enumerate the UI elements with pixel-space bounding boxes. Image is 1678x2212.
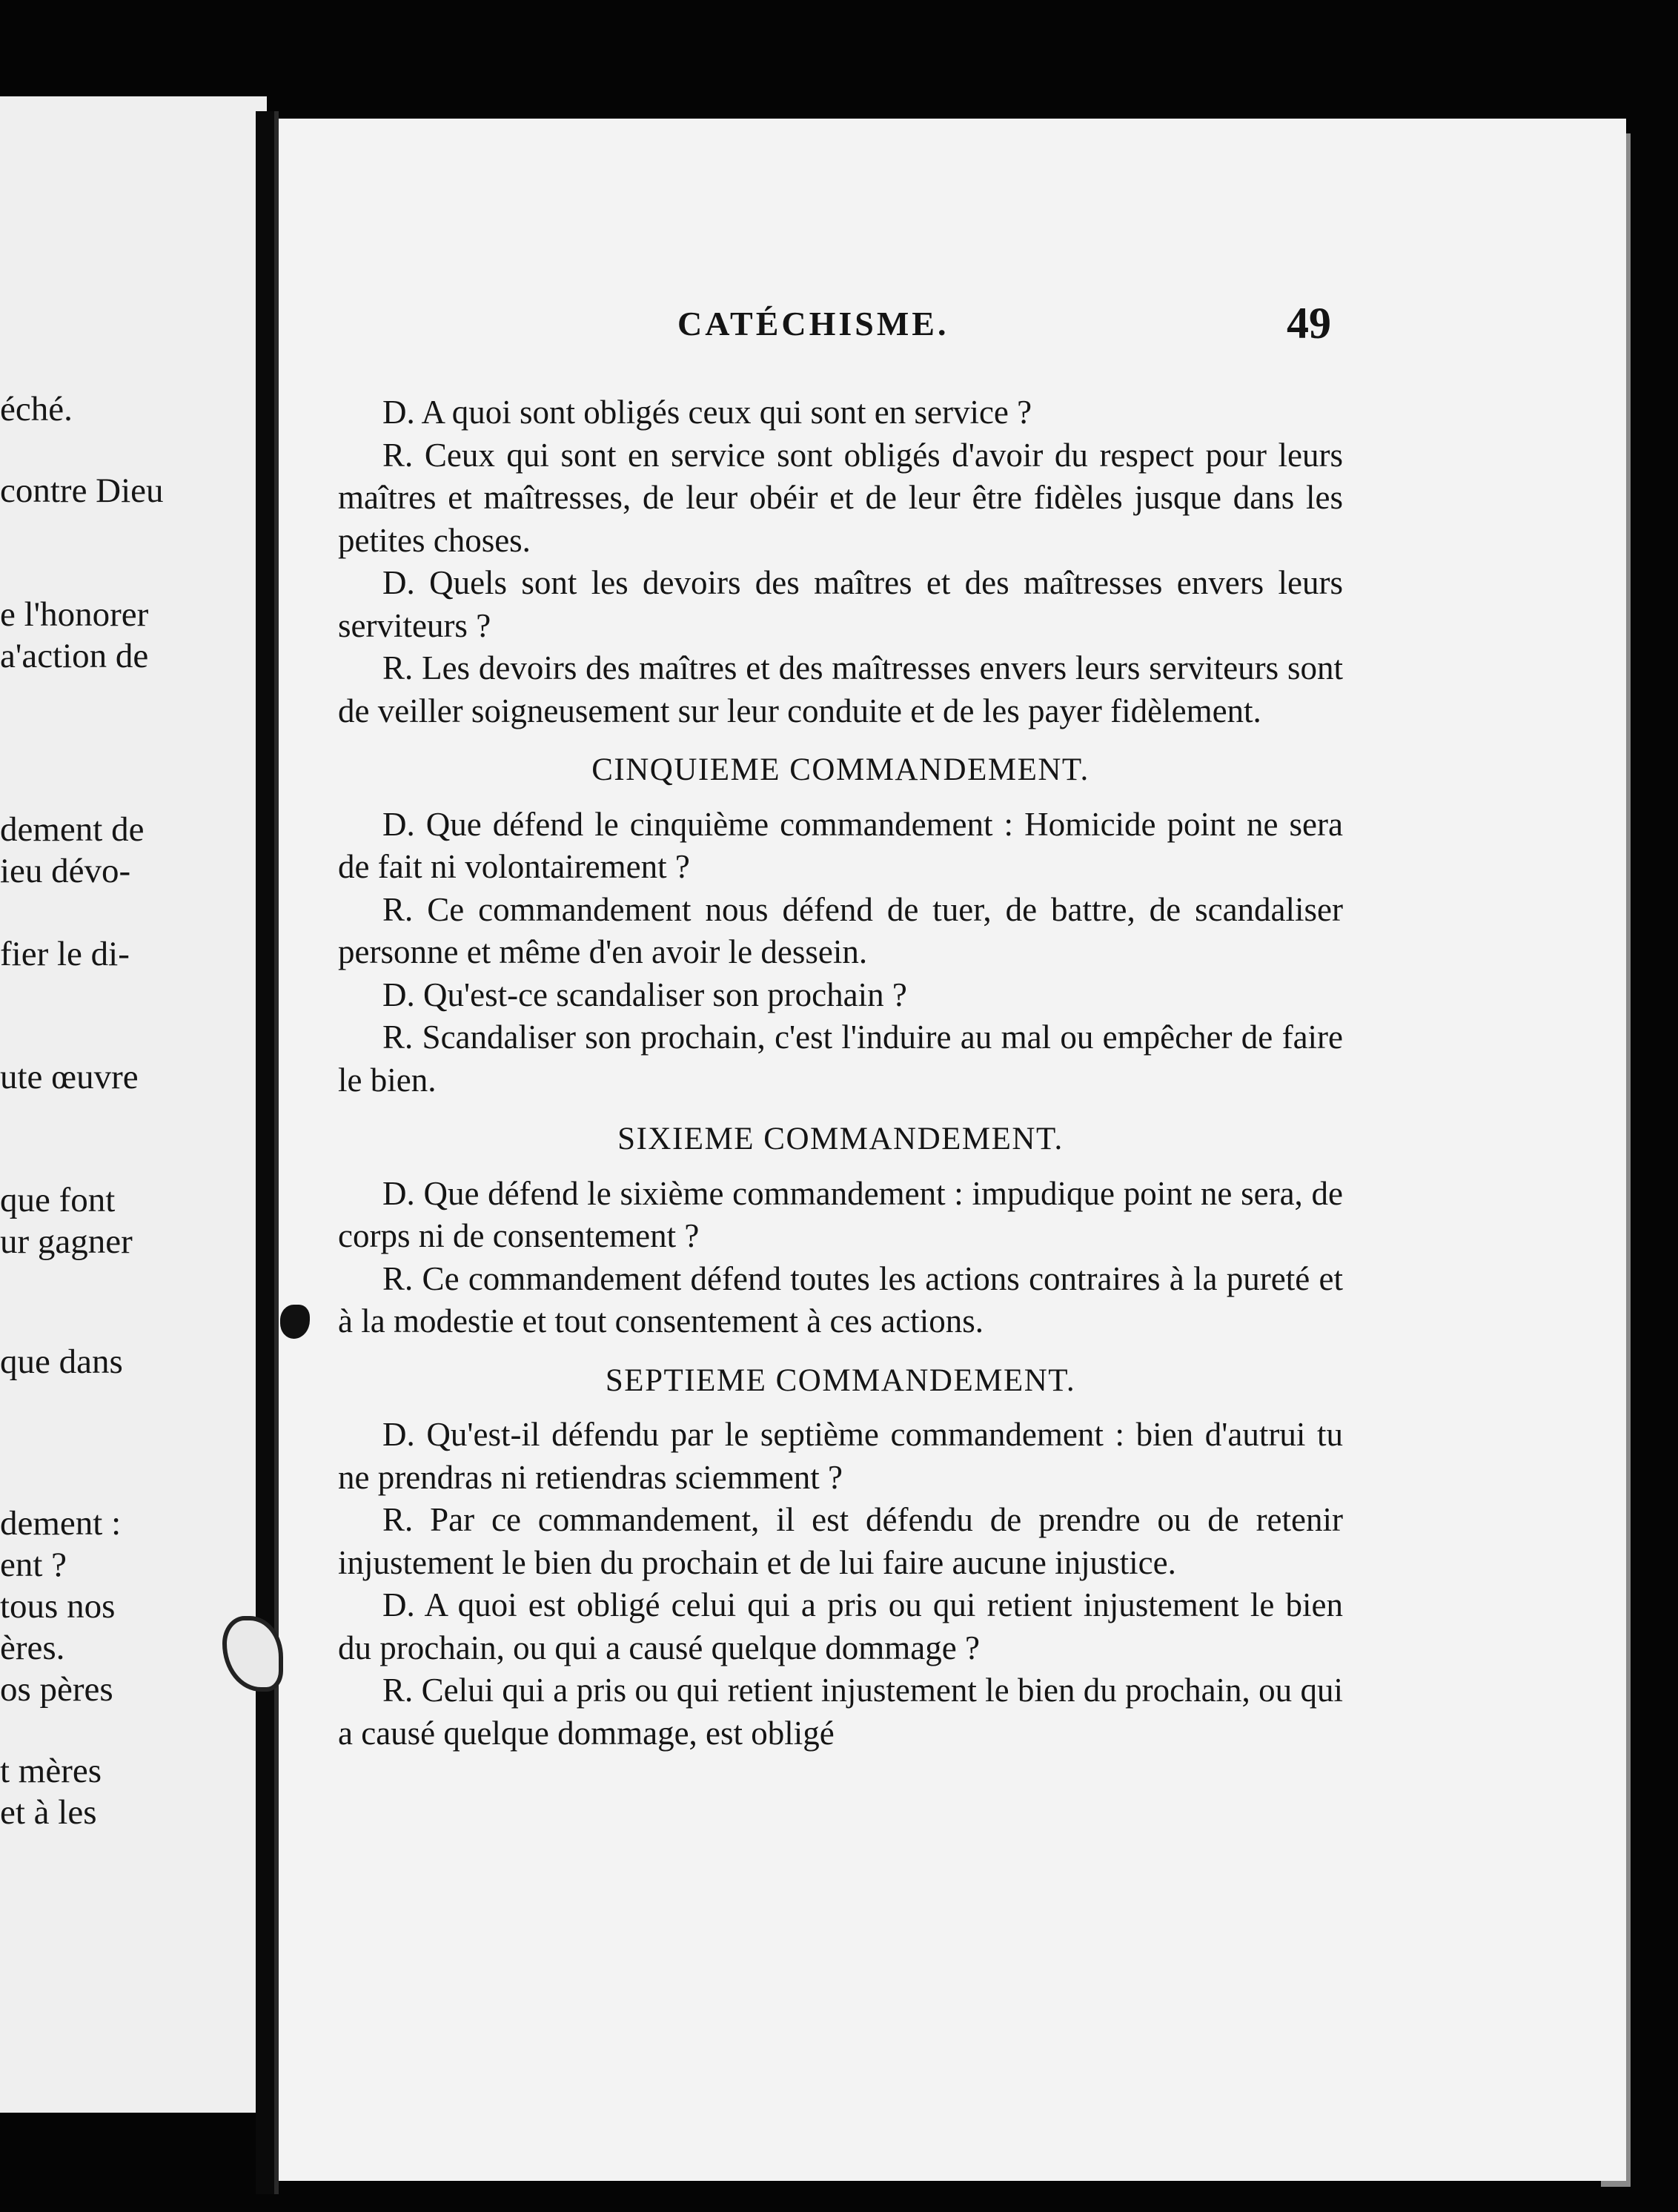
left-page-line: tous nos	[0, 1587, 116, 1626]
question-restitution: D. A quoi est obligé celui qui a pris ou qui retient injustement le bien du prochain, ou qui a causé quelque dommage ?	[338, 1586, 1343, 1666]
left-page-line: fier le di-	[0, 935, 130, 973]
left-page-line: et à les	[0, 1793, 97, 1832]
answer-restitution: R. Celui qui a pris ou qui retient injustement le bien du prochain, ou qui a causé quelque dommage, est obligé	[338, 1672, 1343, 1752]
left-page-line: ute œuvre	[0, 1058, 139, 1096]
page-body	[338, 391, 1343, 1755]
page-header	[279, 299, 1626, 348]
left-page-line: dement :	[0, 1504, 122, 1543]
left-page-line: que font	[0, 1181, 116, 1219]
running-title: CATÉCHISME.	[677, 305, 949, 342]
left-page-line: que dans	[0, 1342, 123, 1381]
left-facing-page	[0, 96, 267, 2113]
left-page-line: t mères	[0, 1752, 102, 1790]
answer-fifth-commandment: R. Ce commandement nous défend de tuer, de battre, de scandaliser personne et même d'en avoir le dessein.	[338, 890, 1343, 970]
question-seventh-commandment: D. Qu'est-il défendu par le septième commandement : bien d'autrui tu ne prendras ni retiendras sciemment ?	[338, 1416, 1343, 1496]
left-page-line: dement de	[0, 810, 145, 849]
question-service: D. A quoi sont obligés ceux qui sont en service ?	[382, 394, 1032, 431]
question-fifth-commandment: D. Que défend le cinquième commandement : Homicide point ne sera de fait ni volontairement ?	[338, 805, 1343, 885]
question-scandal: D. Qu'est-ce scandaliser son prochain ?	[382, 976, 907, 1013]
section-heading-sixth-commandment: SIXIEME COMMANDEMENT.	[617, 1122, 1064, 1156]
left-page-line: contre Dieu	[0, 471, 164, 510]
left-page-line: ur gagner	[0, 1222, 133, 1261]
question-sixth-commandment: D. Que défend le sixième commandement : impudique point ne sera, de corps ni de consentement ?	[338, 1174, 1343, 1254]
answer-scandal: R. Scandaliser son prochain, c'est l'induire au mal ou empêcher de faire le bien.	[338, 1019, 1343, 1099]
page-number: 49	[1287, 299, 1331, 348]
answer-service: R. Ceux qui sont en service sont obligés d'avoir du respect pour leurs maîtres et maîtresses, de leur obéir et de leur être fidèles jusque dans les petites choses.	[338, 436, 1343, 559]
answer-sixth-commandment: R. Ce commandement défend toutes les actions contraires à la pureté et à la modestie et tout consentement à ces actions.	[338, 1259, 1343, 1340]
right-page	[279, 119, 1626, 2181]
question-masters-duties: D. Quels sont les devoirs des maîtres et des maîtresses envers leurs serviteurs ?	[338, 564, 1343, 644]
answer-masters-duties: R. Les devoirs des maîtres et des maîtresses envers leurs serviteurs sont de veiller soigneusement sur leur conduite et de les payer fidèlement.	[338, 649, 1343, 729]
left-page-line: ieu dévo-	[0, 852, 131, 890]
left-page-line: os pères	[0, 1670, 113, 1709]
left-page-line: éché.	[0, 390, 73, 428]
left-page-line: a'action de	[0, 637, 149, 675]
section-heading-seventh-commandment: SEPTIEME COMMANDEMENT.	[605, 1362, 1076, 1398]
section-heading-fifth-commandment: CINQUIEME COMMANDEMENT.	[591, 752, 1090, 787]
left-page-line: e l'honorer	[0, 595, 149, 634]
left-page-line: ent ?	[0, 1546, 67, 1584]
left-page-line: ères.	[0, 1629, 65, 1667]
answer-seventh-commandment: R. Par ce commandement, il est défendu de prendre ou de retenir injustement le bien du prochain et de lui faire aucune injustice.	[338, 1501, 1343, 1581]
